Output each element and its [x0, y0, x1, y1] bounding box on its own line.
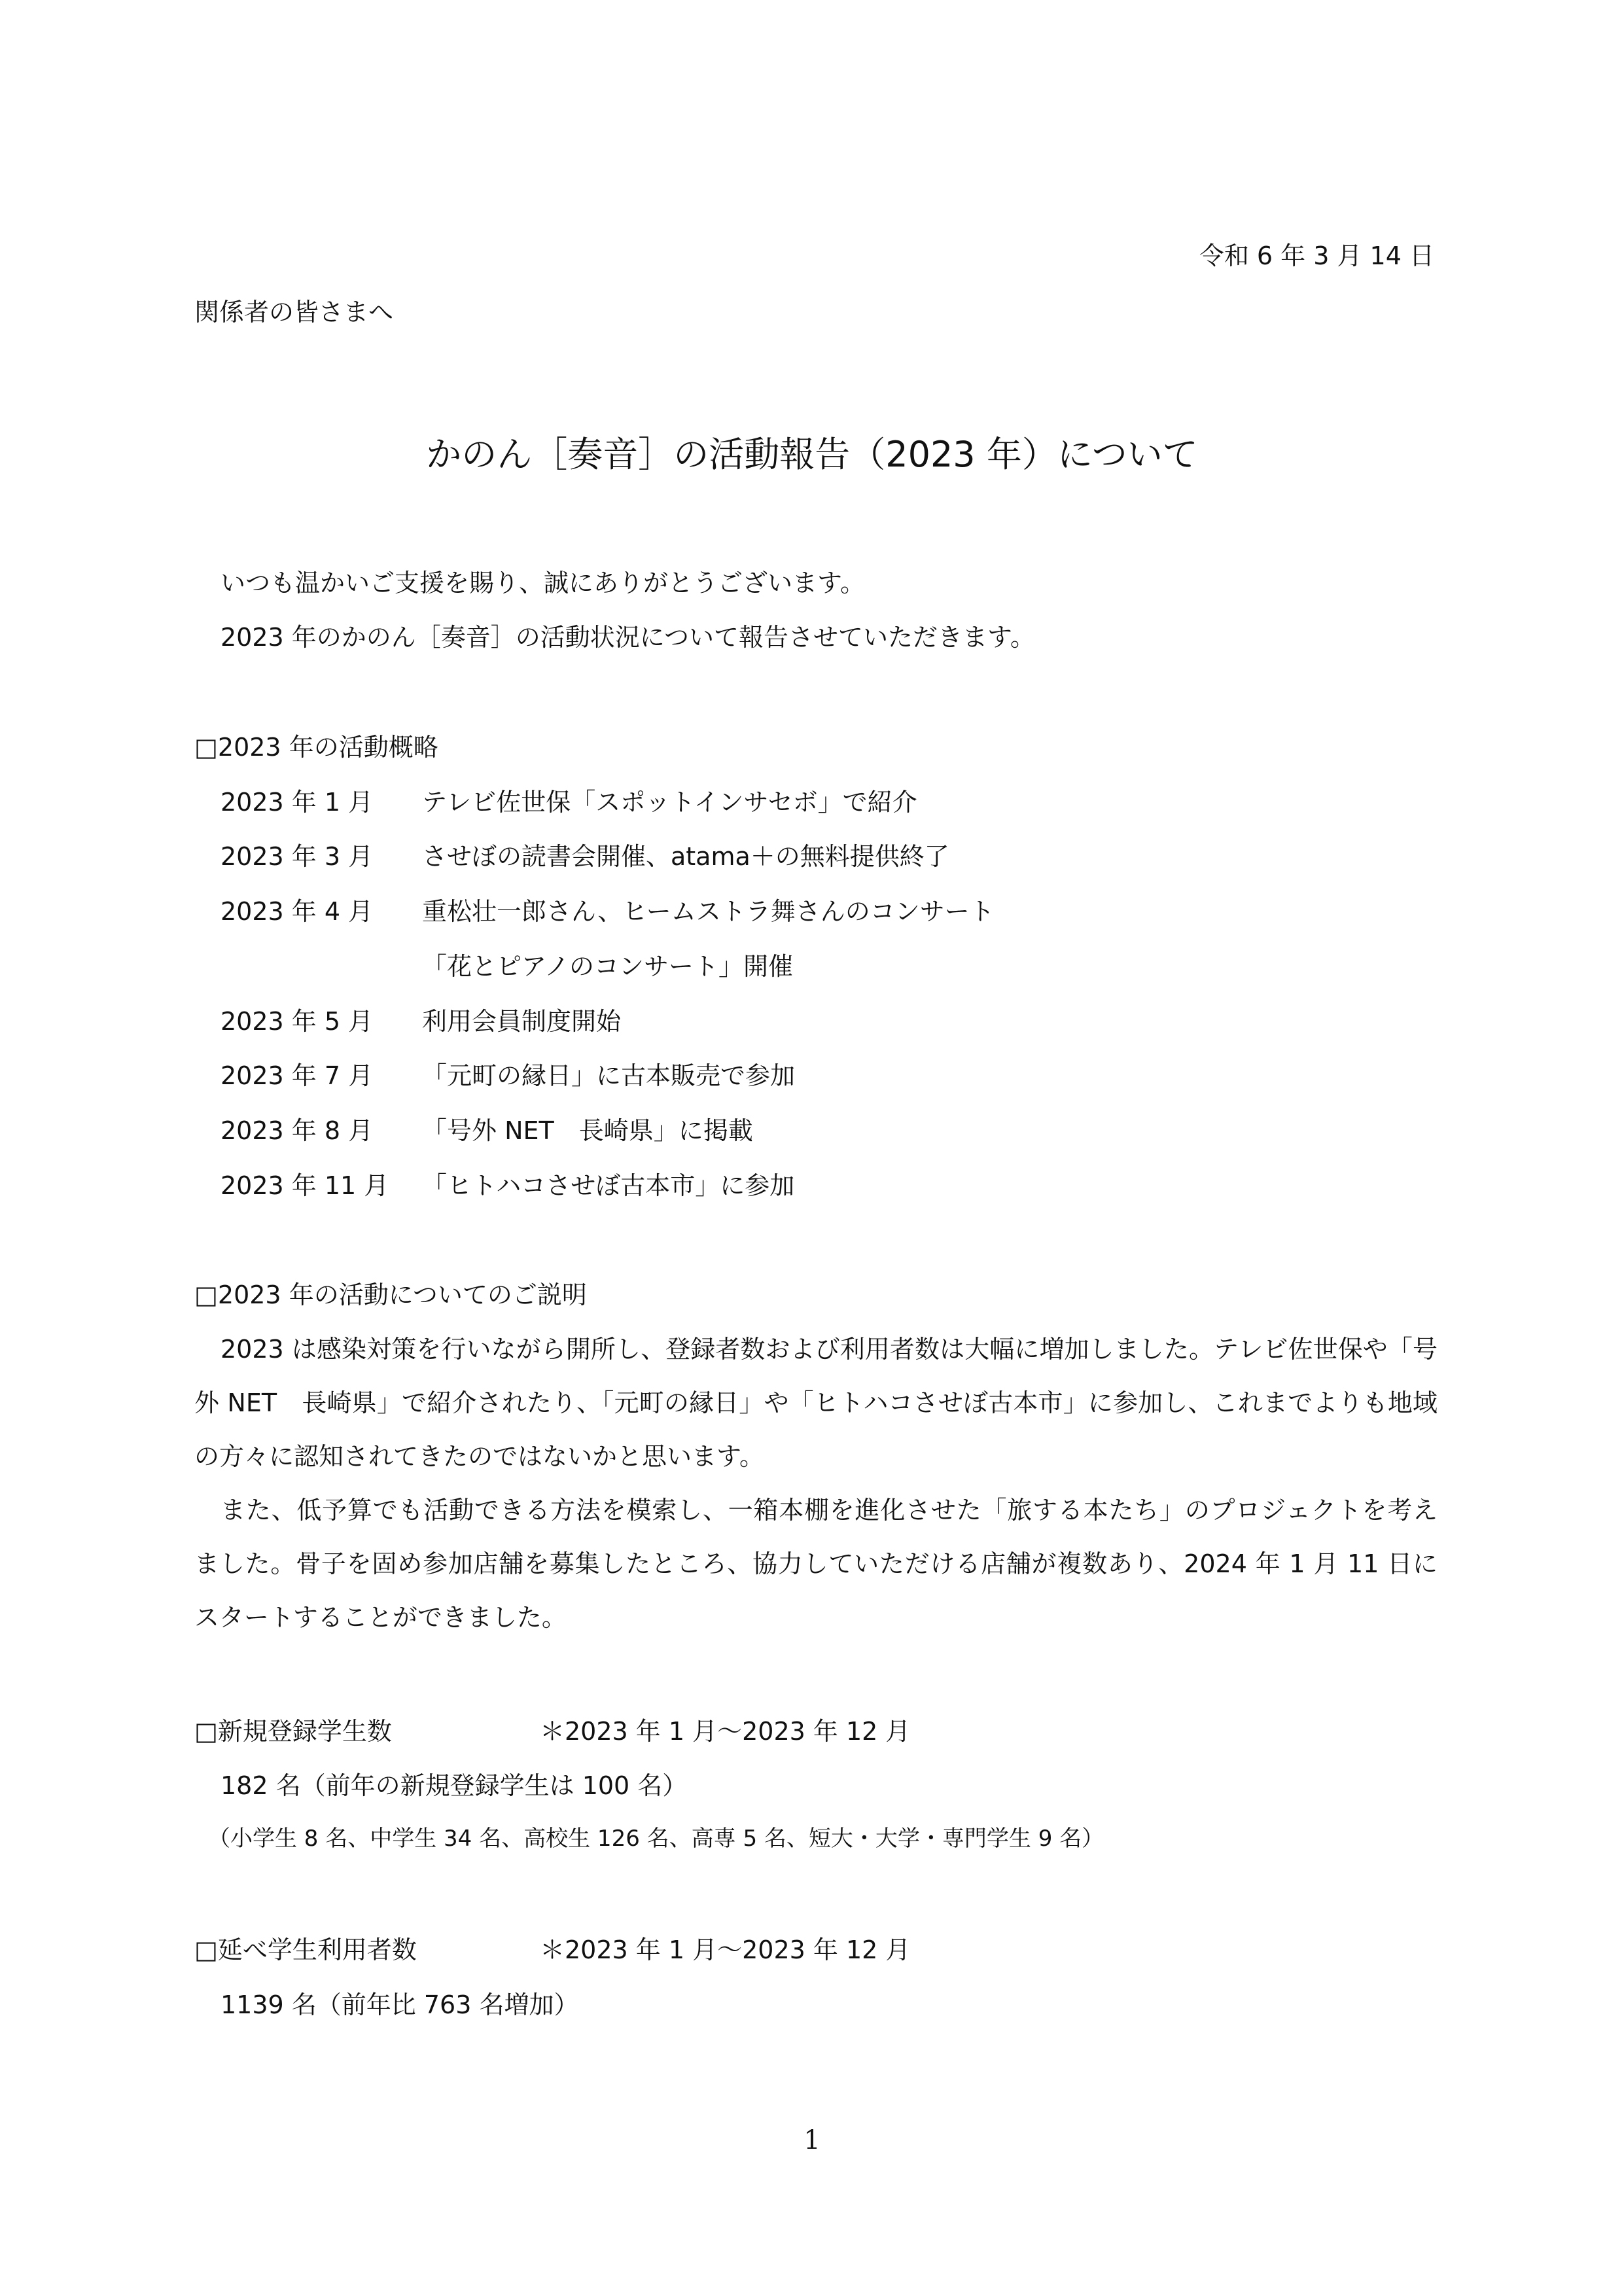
new-students-breakdown: （小学生 8 名、中学生 34 名、高校生 126 名、高専 5 名、短大・大学・専門学生 9 名）: [208, 1826, 1104, 1852]
timeline-desc: テレビ佐世保「スポットインサセボ」で紹介: [422, 788, 917, 817]
page-number: 1: [803, 2125, 821, 2155]
greeting-line-2: 2023 年のかのん［奏音］の活動状況について報告させていただきます。: [221, 623, 1035, 652]
addressee: 関係者の皆さまへ: [194, 298, 394, 327]
explanation-body: [194, 1322, 1438, 1644]
total-users-heading: □延べ学生利用者数: [194, 1935, 417, 1964]
timeline-desc: 「ヒトハコさせぼ古本市」に参加: [422, 1171, 795, 1200]
timeline-date: 2023 年 7 月: [221, 1061, 374, 1090]
timeline-desc: 「号外 NET 長崎県」に掲載: [422, 1116, 753, 1145]
timeline-date: 2023 年 5 月: [221, 1007, 374, 1036]
timeline-desc: 利用会員制度開始: [422, 1007, 622, 1036]
timeline-desc: 「花とピアノのコンサート」開催: [422, 952, 793, 981]
timeline-desc: させぼの読書会開催、atama＋の無料提供終了: [422, 842, 949, 871]
timeline-desc: 「元町の縁日」に古本販売で参加: [422, 1061, 796, 1090]
explanation-paragraph: 2023 は感染対策を行いながら開所し、登録者数および利用者数は大幅に増加しました。テレビ佐世保や「号外 NET 長崎県」で紹介されたり、「元町の縁日」や「ヒトハコさせぼ古本市」に参加し、これまでよりも地域の方々に認知されてきたのではないかと思います。: [194, 1335, 1438, 1471]
timeline-date: 2023 年 4 月: [221, 897, 374, 926]
new-students-period: ＊2023 年 1 月～2023 年 12 月: [540, 1717, 911, 1746]
new-students-value: 182 名（前年の新規登録学生は 100 名）: [221, 1771, 688, 1800]
explanation-heading: □2023 年の活動についてのご説明: [194, 1280, 587, 1309]
overview-heading: □2023 年の活動概略: [194, 733, 438, 762]
timeline-desc: 重松壮一郎さん、ヒームストラ舞さんのコンサート: [422, 897, 995, 926]
document-date: 令和 6 年 3 月 14 日: [1199, 241, 1434, 270]
document-title: かのん［奏音］の活動報告（2023 年）について: [426, 434, 1198, 475]
timeline-date: 2023 年 3 月: [221, 842, 374, 871]
timeline-date: 2023 年 8 月: [221, 1116, 374, 1145]
total-users-value: 1139 名（前年比 763 名増加）: [221, 1990, 579, 2019]
explanation-paragraph: また、低予算でも活動できる方法を模索し、一箱本棚を進化させた「旅する本たち」のプロジェクトを考えました。骨子を固め参加店舗を募集したところ、協力していただける店舗が複数あり、2024 年 1 月 11 日にスタートすることができました。: [194, 1496, 1438, 1632]
timeline-date: 2023 年 11 月: [221, 1171, 389, 1200]
timeline-date: 2023 年 1 月: [221, 788, 374, 817]
greeting-line-1: いつも温かいご支援を賜り、誠にありがとうございます。: [221, 569, 865, 597]
new-students-heading: □新規登録学生数: [194, 1717, 392, 1746]
total-users-period: ＊2023 年 1 月～2023 年 12 月: [540, 1935, 911, 1964]
